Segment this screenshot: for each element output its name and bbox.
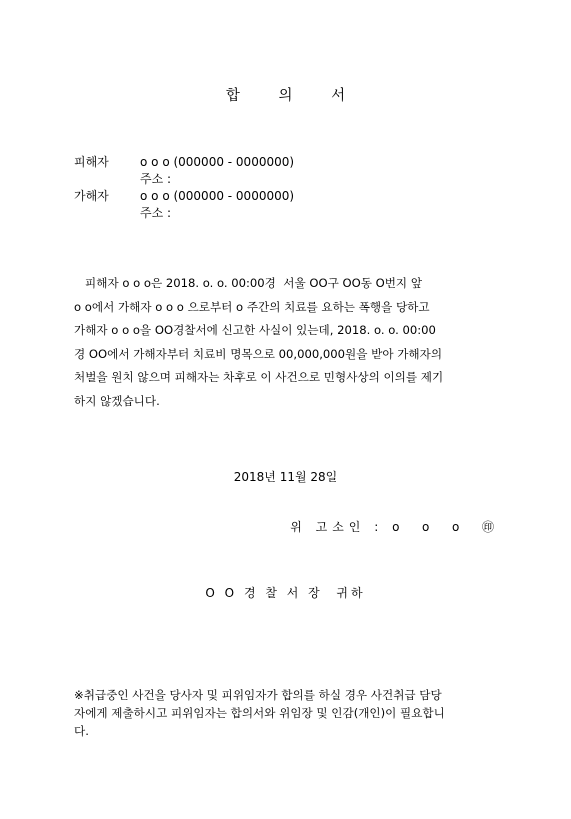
note-line-1: ※취급중인 사건을 당사자 및 피위임자가 합의를 하실 경우 사건취급 담당 [74, 688, 442, 702]
offender-info: o o o (000000 - 0000000) [140, 189, 295, 203]
victim-address-label: 주소 : [140, 172, 172, 186]
agreement-body [74, 272, 504, 413]
note-line-3: 다. [74, 724, 89, 738]
title-char-1: 합 [225, 88, 240, 104]
victim-row [74, 154, 294, 170]
note-line-2: 자에게 제출하시고 피위임자는 합의서와 위임장 및 인감(개인)이 필요합니 [74, 706, 445, 720]
body-line-3: 가해자 o o o을 OO경찰서에 신고한 사실이 있는데, 2018. o. o. 00:00 [74, 323, 436, 337]
body-line-5: 처벌을 원치 않으며 피해자는 차후로 이 사건으로 민형사상의 이의를 제기 [74, 370, 444, 384]
victim-label: 피해자 [74, 155, 109, 169]
title-char-3: 서 [331, 88, 346, 104]
document-title [0, 84, 571, 105]
body-line-1: 피해자 o o o은 2018. o. o. 00:00경 서울 OO구 OO동 O번지 앞 [74, 276, 423, 290]
title-char-2: 의 [278, 88, 293, 104]
footnote [74, 686, 504, 740]
recipient-line: O O 경 찰 서 장 귀하 [205, 586, 366, 600]
body-line-2: o o에서 가해자 o o o 으로부터 o 주간의 치료를 요하는 폭행을 당하고 [74, 299, 430, 314]
offender-row [74, 188, 294, 204]
signer-line: 위 고소인 : o o o ㊞ [290, 520, 499, 534]
offender-address-label: 주소 : [140, 206, 172, 220]
agreement-date: 2018년 11월 28일 [233, 470, 338, 484]
victim-info: o o o (000000 - 0000000) [140, 155, 295, 169]
body-line-4: 경 OO에서 가해자부터 치료비 명목으로 00,000,000원을 받아 가해자의 [74, 346, 443, 361]
offender-label: 가해자 [74, 189, 109, 203]
body-line-6: 하지 않겠습니다. [74, 393, 160, 408]
